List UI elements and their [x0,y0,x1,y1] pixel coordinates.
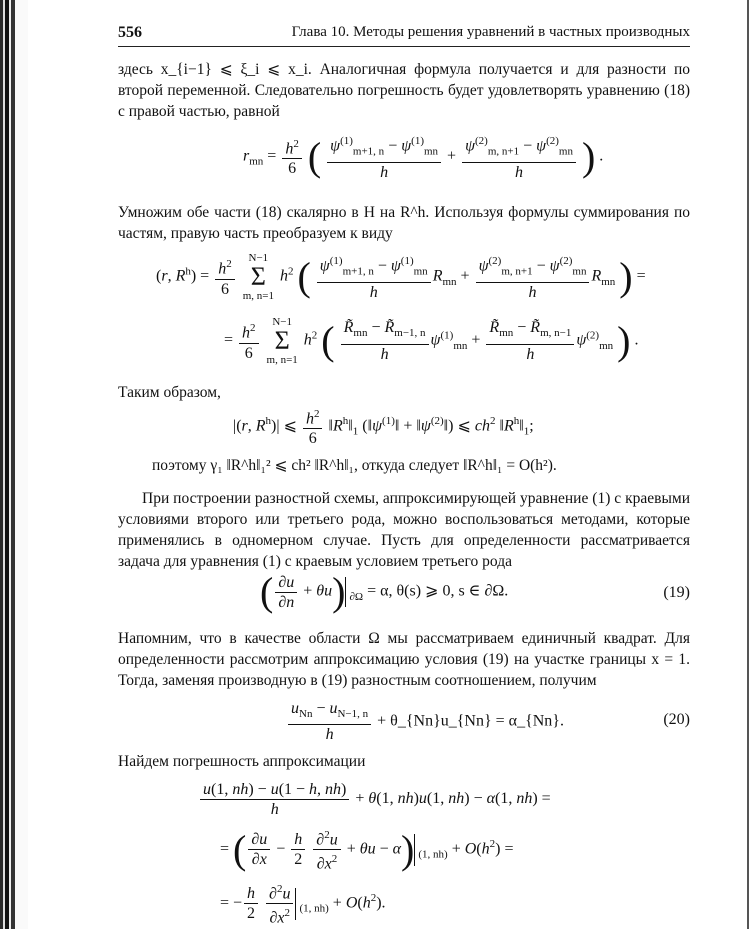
scan-edge-left [0,0,28,929]
equation-19: ( $\frac{\partial u}{\partial n}$ + θu) $_{\partial\Omega}$ = α, θ(s) ⩾ 0, s ∈ ∂Ω. (19) [260,569,690,614]
equation-20-tail: + θ_{Nn}u_{Nn} = α_{Nn}. [377,712,564,730]
paragraph-boundary-conditions: При построении разностной схемы, аппроксимирующей уравнение (1) с краевыми условиями второго или третьего рода, можно воспользоваться методами, которые применялись в одномерном случае. Пусть для определенности рассматривается задача для уравнения (1) с краевым условием третьего рода [118,490,690,570]
book-page [118,18,690,928]
paragraph-thus: Таким образом, [118,384,221,401]
equation-inner-product-2: = $\frac{h^2}{6}$ N−1 Σ m, n=1 $h^2$ ( $\frac{R̃_{mn} - R̃_{m-1, n}}{h}$ $\psi^{(1)}_{mn}$ + $\frac{R̃_{mn} - R̃_{m, n-1}}{h}$ $\psi^{(2)}_{mn}$ ) . [224,316,639,366]
equation-bound: |(r, $R^h)|$ ⩽ $\frac{h^2}{6}$ $‖R^h‖_1$ ($‖\psi^{(1)}‖$ + $‖\psi^{(2)}‖$) ⩽ $ch^2$ $‖R^h‖_1$; [118,405,690,449]
equation-error-3: = − $\frac{h}{2}$ $\frac{\partial^2u}{\partial x^2}$ $_{(1, nh)} + O(h^2)$. [118,878,690,928]
equation-inner-product-1: (r, $R^h$) = $\frac{h^2}{6}$ N−1 Σ m, n=1 $h^2$ ( $\frac{\psi^{(1)}_{m+1, n} - \psi^{(1)}_{mn}}{h}$ $R_{mn}$ + $\frac{\psi^{(2)}_{m, n+1} - \psi^{(2)}_{mn}}{h}$ $R_{mn}$ ) = [156,252,646,302]
paragraph-therefore: поэтому γ₁ ‖R^h‖₁² ⩽ ch² ‖R^h‖₁, откуда следует ‖R^h‖₁ = O(h²). [152,457,557,474]
paragraph-find-error: Найдем погрешность аппроксимации [118,753,366,770]
paragraph-recall-domain: Напомним, что в качестве области Ω мы рассматриваем единичный квадрат. Для определенности рассмотрим аппроксимацию условия (19) на участке границы x = 1. Тогда, заменяя производную в (19) разностным соотношением, получим [118,630,690,689]
equation-20: $\frac{u_{Nn} - u_{N-1, n}}{h}$ + θ_{Nn}u_{Nn} = α_{Nn}. (20) [118,697,690,745]
equation-19-number: (19) [663,584,690,601]
page-header [118,18,690,47]
equation-19-tail: = α, θ(s) ⩾ 0, s ∈ ∂Ω. [367,582,509,600]
equation-20-number: (20) [663,711,690,728]
paragraph-sum-by-parts: Умножим обе части (18) скалярно в H на R^h. Используя формулы суммирования по частям, правую часть преобразуем к виду [118,204,690,242]
equation-r-mn: $r_{mn}$ = $\frac{h^2}{6}$ ( $\frac{\psi^{(1)}_{m+1, n} - \psi^{(1)}_{mn}}{h}$ + $\frac{\psi^{(2)}_{m, n+1} - \psi^{(2)}_{mn}}{h}$ ) . [243,133,604,181]
page-number: 556 [118,24,142,41]
running-title: Глава 10. Методы решения уравнений в частных производных [291,24,690,40]
paragraph-intro: здесь x_{i−1} ⩽ ξ_i ⩽ x_i. Аналогичная формула получается и для разности по второй переменной. Следовательно погрешность будет удовлетворять уравнению (18) с правой частью, равной [118,61,690,120]
equation-error-1: $\frac{u(1, nh) - u(1 - h, nh)}{h}$ + θ(1, nh)u(1, nh) − α(1, nh) = [118,778,690,824]
scan-edge-right [744,0,752,929]
equation-error-2: = ( $\frac{\partial u}{\partial x}$ − $\frac{h}{2}$ $\frac{\partial^2u}{\partial x^2}$ + θu − α) $_{(1, nh)} + O(h^2)$ = [220,826,514,873]
